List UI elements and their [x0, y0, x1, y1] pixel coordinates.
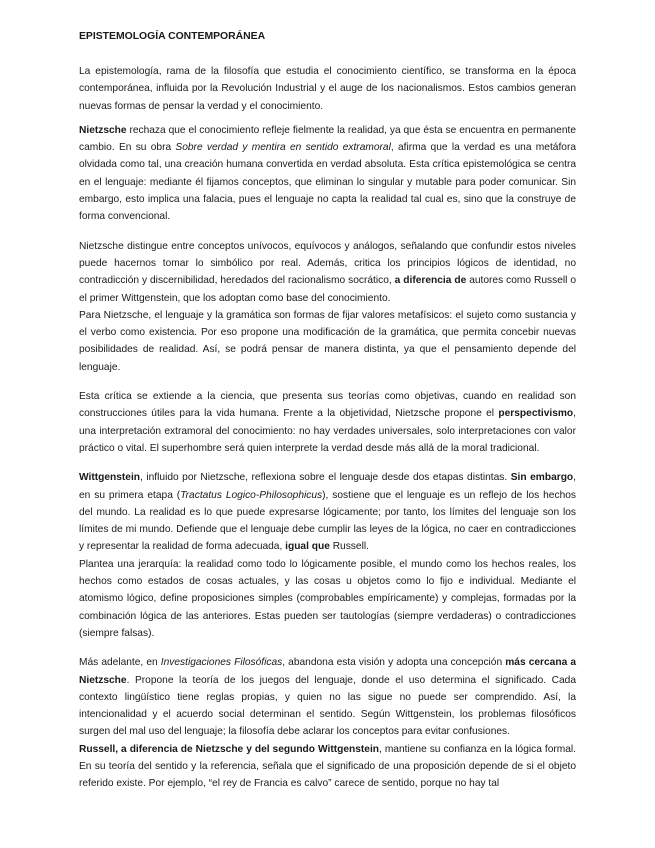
- text-run: , una interpretación extramoral del conocimiento: no hay verdades universales, solo interpretaciones con valor práctico o vital. El superhombre será quien interprete la verdad desde más allá de la moral tradicional.: [79, 408, 576, 454]
- paragraph: [79, 469, 576, 555]
- text-run: autores como Russell o el primer Wittgenstein, que los adoptan como base del conocimiento.: [79, 275, 576, 304]
- text-run: La epistemología, rama de la filosofía que estudia el conocimiento científico, se transforma en la época contemporánea, influida por la Revolución Industrial y el auge de los nacionalismos. Estos cambios generan nuevas formas de pensar la verdad y el conocimiento.: [79, 66, 576, 112]
- text-run: ), sostiene que el lenguaje es un reflejo de los hechos del mundo. La realidad es lo que puede expresarse lógicamente; por tanto, los límites del lenguaje son los límites de mi mundo. Defiende que el lenguaje debe cumplir las leyes de la lógica, no caer en contradicciones y representar la realidad de forma adecuada,: [79, 489, 576, 553]
- bold-run: Nietzsche: [79, 124, 127, 136]
- italic-run: Investigaciones Filosóficas: [160, 657, 283, 669]
- italic-run: Tractatus Logico-Philosophicus: [180, 489, 323, 501]
- bold-run: Wittgenstein: [79, 472, 141, 484]
- text-run: Russell.: [329, 541, 369, 553]
- text-run: . Propone la teoría de los juegos del lenguaje, donde el uso determina el significado. Cada contexto lingüístico tiene reglas propias, y quien no las sigue no puede ser comprendido. Así, la intencionalidad y el acuerdo social determinan el sentido. Según Wittgenstein, los problemas filosóficos surgen del mal uso del lenguaje; la filosofía debe aclarar los conceptos para evitar confusiones.: [79, 674, 576, 738]
- text-run: , en su primera etapa (: [79, 472, 577, 501]
- text-run: , influido por Nietzsche, reflexiona sobre el lenguaje desde dos etapas distintas.: [140, 472, 511, 484]
- text-run: Para Nietzsche, el lenguaje y la gramática son formas de fijar valores metafísicos: el sujeto como sustancia y el verbo como existencia. Por eso propone una modificación de la gramática, que permita concebir nuevas posibilidades de realidad. Así, se podrá pensar de manera distinta, ya que el pensamiento depende del lenguaje.: [79, 309, 576, 373]
- text-run: Nietzsche distingue entre conceptos unívocos, equívocos y análogos, señalando que confundir estos niveles puede hacernos tomar lo simbólico por real. Además, critica los principios lógicos de identidad, no contradicción y discernibilidad, heredados del racionalismo socrático,: [79, 240, 576, 287]
- bold-run: más cercana a Nietzsche: [79, 657, 576, 686]
- paragraph: [79, 654, 576, 740]
- document-title: EPISTEMOLOGÍA CONTEMPORÁNEA: [79, 31, 266, 42]
- paragraph: [79, 741, 576, 793]
- text-run: rechaza que el conocimiento refleje fielmente la realidad, ya que ésta se encuentra en permanente cambio. En su obra: [79, 124, 576, 154]
- paragraph: [79, 556, 576, 642]
- paragraph: [79, 307, 576, 376]
- italic-run: Sobre verdad y mentira en sentido extramoral: [175, 142, 391, 154]
- text-run: Más adelante, en: [79, 657, 161, 669]
- bold-run: a diferencia de: [394, 275, 467, 287]
- text-run: Plantea una jerarquía: la realidad como todo lo lógicamente posible, el mundo como los hechos reales, los hechos como estados de cosas actuales, y las cosas u objetos como lo fijo e individual. Mediante el atomismo lógico, define proposiciones simples (comprobables empíricamente) y complejas, formadas por la combinación lógica de las anteriores. Estas pueden ser tautologías (siempre verdaderas) o contradicciones (siempre falsas).: [79, 558, 576, 639]
- bold-run: igual que: [285, 541, 330, 553]
- bold-run: Sin embargo: [510, 472, 574, 484]
- paragraph: [79, 122, 576, 226]
- bold-run: Russell, a diferencia de Nietzsche y del segundo Wittgenstein: [79, 743, 380, 755]
- text-run: , afirma que la verdad es una metáfora olvidada como tal, una creación humana convertida en verdad absoluta. Esta crítica epistemológica se centra en el lenguaje: mediante él fijamos conceptos, que eliminan lo singular y mutable para poder comunicar. Sin embargo, esto implica una falacia, pues el lenguaje no capta la realidad tal cual es, sino que la construye de forma convencional.: [79, 142, 577, 223]
- text-run: Esta crítica se extiende a la ciencia, que presenta sus teorías como objetivas, cuando en realidad son construcciones útiles para la vida humana. Frente a la objetividad, Nietzsche propone el: [79, 391, 576, 420]
- paragraph: [79, 238, 576, 307]
- paragraph: [79, 63, 576, 115]
- text-run: , abandona esta visión y adopta una concepción: [282, 657, 506, 669]
- paragraph: [79, 388, 576, 457]
- text-run: , mantiene su confianza en la lógica formal. En su teoría del sentido y la referencia, señala que el significado de una proposición depende de si el objeto referido existe. Por ejemplo, “el rey de Francia es calvo” carece de sentido, porque no hay tal: [79, 743, 576, 790]
- bold-run: perspectivismo: [498, 408, 574, 420]
